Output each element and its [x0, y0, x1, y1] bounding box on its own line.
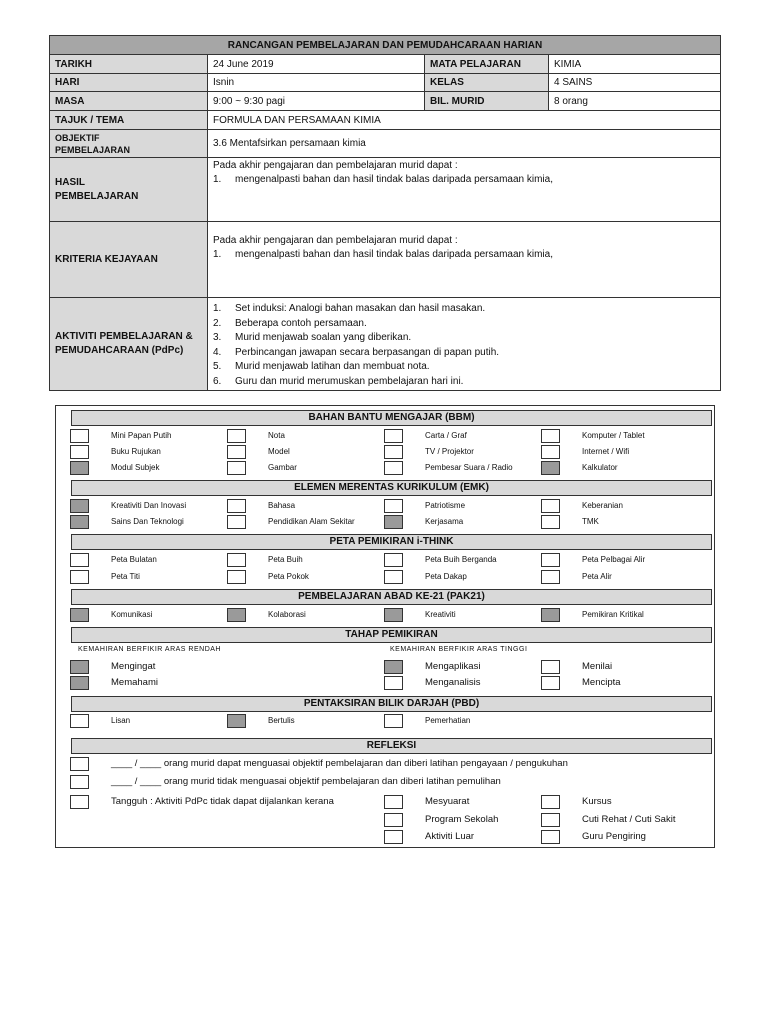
- emk-checkbox-tmk[interactable]: [541, 515, 560, 529]
- aktiviti-item: 4. Perbincangan jawapan secara berpasangan di papan putih.: [213, 346, 500, 358]
- hari-value: Isnin: [208, 74, 425, 92]
- aktiviti-item: 1. Set induksi: Analogi bahan masakan dan hasil masakan.: [213, 303, 486, 314]
- kriteria-intro: Pada akhir pengajaran dan pembelajaran murid dapat :: [213, 235, 458, 246]
- masa-value: 9:00 ~ 9:30 pagi: [208, 92, 425, 111]
- objektif-label-line1: OBJEKTIF: [55, 132, 100, 143]
- refleksi-reason: Program Sekolah: [425, 814, 499, 825]
- pbd-checkbox-pemerhatian[interactable]: [384, 714, 403, 728]
- bbm-label: Model: [268, 447, 290, 456]
- tahap-label: Mengaplikasi: [425, 661, 481, 672]
- hasil-label-line1: HASIL: [55, 176, 85, 188]
- tahap-label: Menilai: [582, 661, 613, 672]
- checklist-panel: [55, 405, 715, 848]
- tahap-checkbox-memahami[interactable]: [70, 676, 89, 690]
- tahap-checkbox-menilai[interactable]: [541, 660, 560, 674]
- pak21-checkbox-pemikiran-kritikal[interactable]: [541, 608, 560, 622]
- bbm-checkbox-mini-papan-putih[interactable]: [70, 429, 89, 443]
- bbm-label: TV / Projektor: [425, 447, 474, 456]
- emk-checkbox-alam-sekitar[interactable]: [227, 515, 246, 529]
- aktiviti-value: [208, 298, 721, 391]
- hasil-item-num: 1.: [213, 174, 222, 185]
- aktiviti-item: 3. Murid menjawab soalan yang diberikan.: [213, 332, 412, 343]
- tahap-label: Menganalisis: [425, 677, 481, 688]
- aktiviti-list: [213, 302, 715, 389]
- refleksi-checkbox-cuti[interactable]: [541, 813, 560, 827]
- kriteria-value: [208, 222, 721, 298]
- bbm-label: Mini Papan Putih: [111, 431, 172, 440]
- emk-label: Kerjasama: [425, 517, 464, 526]
- ithink-checkbox-pelbagai-alir[interactable]: [541, 553, 560, 567]
- refleksi-checkbox-aktiviti-luar[interactable]: [384, 830, 403, 844]
- bbm-label: Nota: [268, 431, 285, 440]
- pbd-header: PENTAKSIRAN BILIK DARJAH (PBD): [71, 696, 712, 712]
- objektif-label-line2: PEMBELAJARAN: [55, 144, 131, 155]
- ithink-label: Peta Alir: [582, 572, 612, 581]
- refleksi-reason: Aktiviti Luar: [425, 831, 475, 842]
- tajuk-value: FORMULA DAN PERSAMAAN KIMIA: [208, 111, 721, 130]
- refleksi-checkbox-program-sekolah[interactable]: [384, 813, 403, 827]
- refleksi-reason: Mesyuarat: [425, 796, 470, 807]
- emk-checkbox-kreativiti[interactable]: [70, 499, 89, 513]
- hasil-intro: Pada akhir pengajaran dan pembelajaran murid dapat :: [213, 160, 458, 171]
- bbm-checkbox-buku-rujukan[interactable]: [70, 445, 89, 459]
- ithink-checkbox-buih-berganda[interactable]: [384, 553, 403, 567]
- pak21-label: Kolaborasi: [268, 610, 306, 619]
- bbm-checkbox-internet-wifi[interactable]: [541, 445, 560, 459]
- rph-table: [49, 35, 721, 391]
- emk-label: Sains Dan Teknologi: [111, 517, 184, 526]
- ithink-label: Peta Bulatan: [111, 555, 157, 564]
- emk-label: Kreativiti Dan Inovasi: [111, 501, 187, 510]
- hasil-value: [208, 158, 721, 222]
- refleksi-tangguh: Tangguh : Aktiviti PdPc tidak dapat dijalankan kerana: [111, 796, 334, 807]
- pbd-label: Bertulis: [268, 716, 295, 725]
- mata-value: KIMIA: [549, 55, 721, 74]
- refleksi-checkbox-mesyuarat[interactable]: [384, 795, 403, 809]
- refleksi-reason: Cuti Rehat / Cuti Sakit: [582, 814, 676, 825]
- emk-label: TMK: [582, 517, 599, 526]
- emk-label: Patriotisme: [425, 501, 466, 510]
- bbm-label: Buku Rujukan: [111, 447, 161, 456]
- tahap-label: Mencipta: [582, 677, 621, 688]
- ithink-checkbox-dakap[interactable]: [384, 570, 403, 584]
- tajuk-label: TAJUK / TEMA: [50, 111, 208, 130]
- bbm-checkbox-nota[interactable]: [227, 429, 246, 443]
- ithink-checkbox-pokok[interactable]: [227, 570, 246, 584]
- hasil-label: [50, 158, 208, 222]
- refleksi-checkbox-guru-pengiring[interactable]: [541, 830, 560, 844]
- tahap-checkbox-menganalisis[interactable]: [384, 676, 403, 690]
- tahap-label: Memahami: [111, 677, 158, 688]
- refleksi-header: REFLEKSI: [71, 738, 712, 754]
- refleksi-reason: Guru Pengiring: [582, 831, 646, 842]
- aktiviti-item: 5. Murid menjawab latihan dan membuat nota.: [213, 361, 430, 372]
- refleksi-checkbox-menguasai[interactable]: [70, 757, 89, 771]
- kriteria-item-num: 1.: [213, 249, 222, 260]
- rph-title: RANCANGAN PEMBELAJARAN DAN PEMUDAHCARAAN HARIAN: [50, 36, 721, 55]
- bbm-label: Modul Subjek: [111, 463, 160, 472]
- emk-checkbox-bahasa[interactable]: [227, 499, 246, 513]
- pak21-label: Komunikasi: [111, 610, 153, 619]
- pbd-checkbox-lisan[interactable]: [70, 714, 89, 728]
- refleksi-checkbox-tangguh[interactable]: [70, 795, 89, 809]
- emk-checkbox-sains-teknologi[interactable]: [70, 515, 89, 529]
- bbm-label: Carta / Graf: [425, 431, 467, 440]
- pak21-label: Pemikiran Kritikal: [582, 610, 644, 619]
- bbm-checkbox-carta-graf[interactable]: [384, 429, 403, 443]
- ithink-label: Peta Buih Berganda: [425, 555, 497, 564]
- refleksi-checkbox-tidak-menguasai[interactable]: [70, 775, 89, 789]
- tahap-checkbox-mengaplikasi[interactable]: [384, 660, 403, 674]
- ithink-checkbox-titi[interactable]: [70, 570, 89, 584]
- tarikh-label: TARIKH: [50, 55, 208, 74]
- bbm-checkbox-tv-projektor[interactable]: [384, 445, 403, 459]
- aktiviti-item: 2. Beberapa contoh persamaan.: [213, 317, 367, 329]
- emk-label: Pendidikan Alam Sekitar: [268, 517, 355, 526]
- refleksi-checkbox-kursus[interactable]: [541, 795, 560, 809]
- pak21-checkbox-kolaborasi[interactable]: [227, 608, 246, 622]
- pbd-label: Pemerhatian: [425, 716, 471, 725]
- bbm-label: Gambar: [268, 463, 297, 472]
- tahap-tinggi-label: KEMAHIRAN BERFIKIR ARAS TINGGI: [390, 646, 528, 653]
- emk-checkbox-keberanian[interactable]: [541, 499, 560, 513]
- tahap-checkbox-mengingat[interactable]: [70, 660, 89, 674]
- bbm-label: Kalkulator: [582, 463, 618, 472]
- pak21-label: Kreativiti: [425, 610, 456, 619]
- aktiviti-label-line2: PEMUDAHCARAAN (PdPc): [55, 345, 184, 356]
- emk-checkbox-kerjasama[interactable]: [384, 515, 403, 529]
- emk-header: ELEMEN MERENTAS KURIKULUM (EMK): [71, 480, 712, 496]
- ithink-header: PETA PEMIKIRAN i-THINK: [71, 534, 712, 550]
- hari-label: HARI: [50, 74, 208, 92]
- refleksi-reason: Kursus: [582, 796, 612, 807]
- kriteria-item: mengenalpasti bahan dan hasil tindak balas daripada persamaan kimia,: [235, 249, 553, 260]
- ithink-label: Peta Titi: [111, 572, 140, 581]
- bbm-checkbox-pembesar-suara[interactable]: [384, 461, 403, 475]
- bbm-checkbox-gambar[interactable]: [227, 461, 246, 475]
- kelas-value: 4 SAINS: [549, 74, 721, 92]
- pak21-header: PEMBELAJARAN ABAD KE-21 (PAK21): [71, 589, 712, 605]
- bbm-header: BAHAN BANTU MENGAJAR (BBM): [71, 410, 712, 426]
- kelas-label: KELAS: [425, 74, 549, 92]
- bbm-checkbox-model[interactable]: [227, 445, 246, 459]
- refleksi-line2: ____ / ____ orang murid tidak menguasai objektif pembelajaran dan diberi latihan pemulihan: [111, 776, 501, 787]
- tahap-header: TAHAP PEMIKIRAN: [71, 627, 712, 643]
- kriteria-label: KRITERIA KEJAYAAN: [50, 222, 208, 298]
- pak21-checkbox-kreativiti[interactable]: [384, 608, 403, 622]
- emk-label: Keberanian: [582, 501, 623, 510]
- ithink-label: Peta Pokok: [268, 572, 309, 581]
- emk-checkbox-patriotisme[interactable]: [384, 499, 403, 513]
- ithink-checkbox-alir[interactable]: [541, 570, 560, 584]
- pak21-checkbox-komunikasi[interactable]: [70, 608, 89, 622]
- objektif-value: 3.6 Mentafsirkan persamaan kimia: [208, 130, 721, 158]
- ithink-checkbox-bulatan[interactable]: [70, 553, 89, 567]
- refleksi-line1: ____ / ____ orang murid dapat menguasai objektif pembelajaran dan diberi latihan pengayaan / pengukuhan: [111, 758, 568, 769]
- tahap-label: Mengingat: [111, 661, 156, 672]
- tahap-checkbox-mencipta[interactable]: [541, 676, 560, 690]
- murid-value: 8 orang: [549, 92, 721, 111]
- masa-label: MASA: [50, 92, 208, 111]
- hasil-label-line2: PEMBELAJARAN: [55, 190, 139, 202]
- bbm-label: Internet / Wifi: [582, 447, 630, 456]
- aktiviti-item: 6. Guru dan murid merumuskan pembelajaran hari ini.: [213, 375, 464, 387]
- ithink-label: Peta Buih: [268, 555, 303, 564]
- hasil-item: mengenalpasti bahan dan hasil tindak balas daripada persamaan kimia,: [235, 174, 553, 185]
- ithink-label: Peta Pelbagai Alir: [582, 555, 646, 564]
- mata-label: MATA PELAJARAN: [425, 55, 549, 74]
- pbd-checkbox-bertulis[interactable]: [227, 714, 246, 728]
- tarikh-value: 24 June 2019: [208, 55, 425, 74]
- murid-label: BIL. MURID: [425, 92, 549, 111]
- emk-label: Bahasa: [268, 501, 296, 510]
- tahap-rendah-label: KEMAHIRAN BERFIKIR ARAS RENDAH: [78, 646, 221, 653]
- ithink-label: Peta Dakap: [425, 572, 467, 581]
- bbm-label: Pembesar Suara / Radio: [425, 463, 513, 472]
- ithink-checkbox-buih[interactable]: [227, 553, 246, 567]
- bbm-checkbox-modul-subjek[interactable]: [70, 461, 89, 475]
- bbm-label: Komputer / Tablet: [582, 431, 645, 440]
- aktiviti-label: [50, 298, 208, 391]
- aktiviti-label-line1: AKTIVITI PEMBELAJARAN &: [55, 331, 193, 342]
- bbm-checkbox-komputer-tablet[interactable]: [541, 429, 560, 443]
- pbd-label: Lisan: [111, 716, 131, 725]
- bbm-checkbox-kalkulator[interactable]: [541, 461, 560, 475]
- objektif-label: [50, 130, 208, 158]
